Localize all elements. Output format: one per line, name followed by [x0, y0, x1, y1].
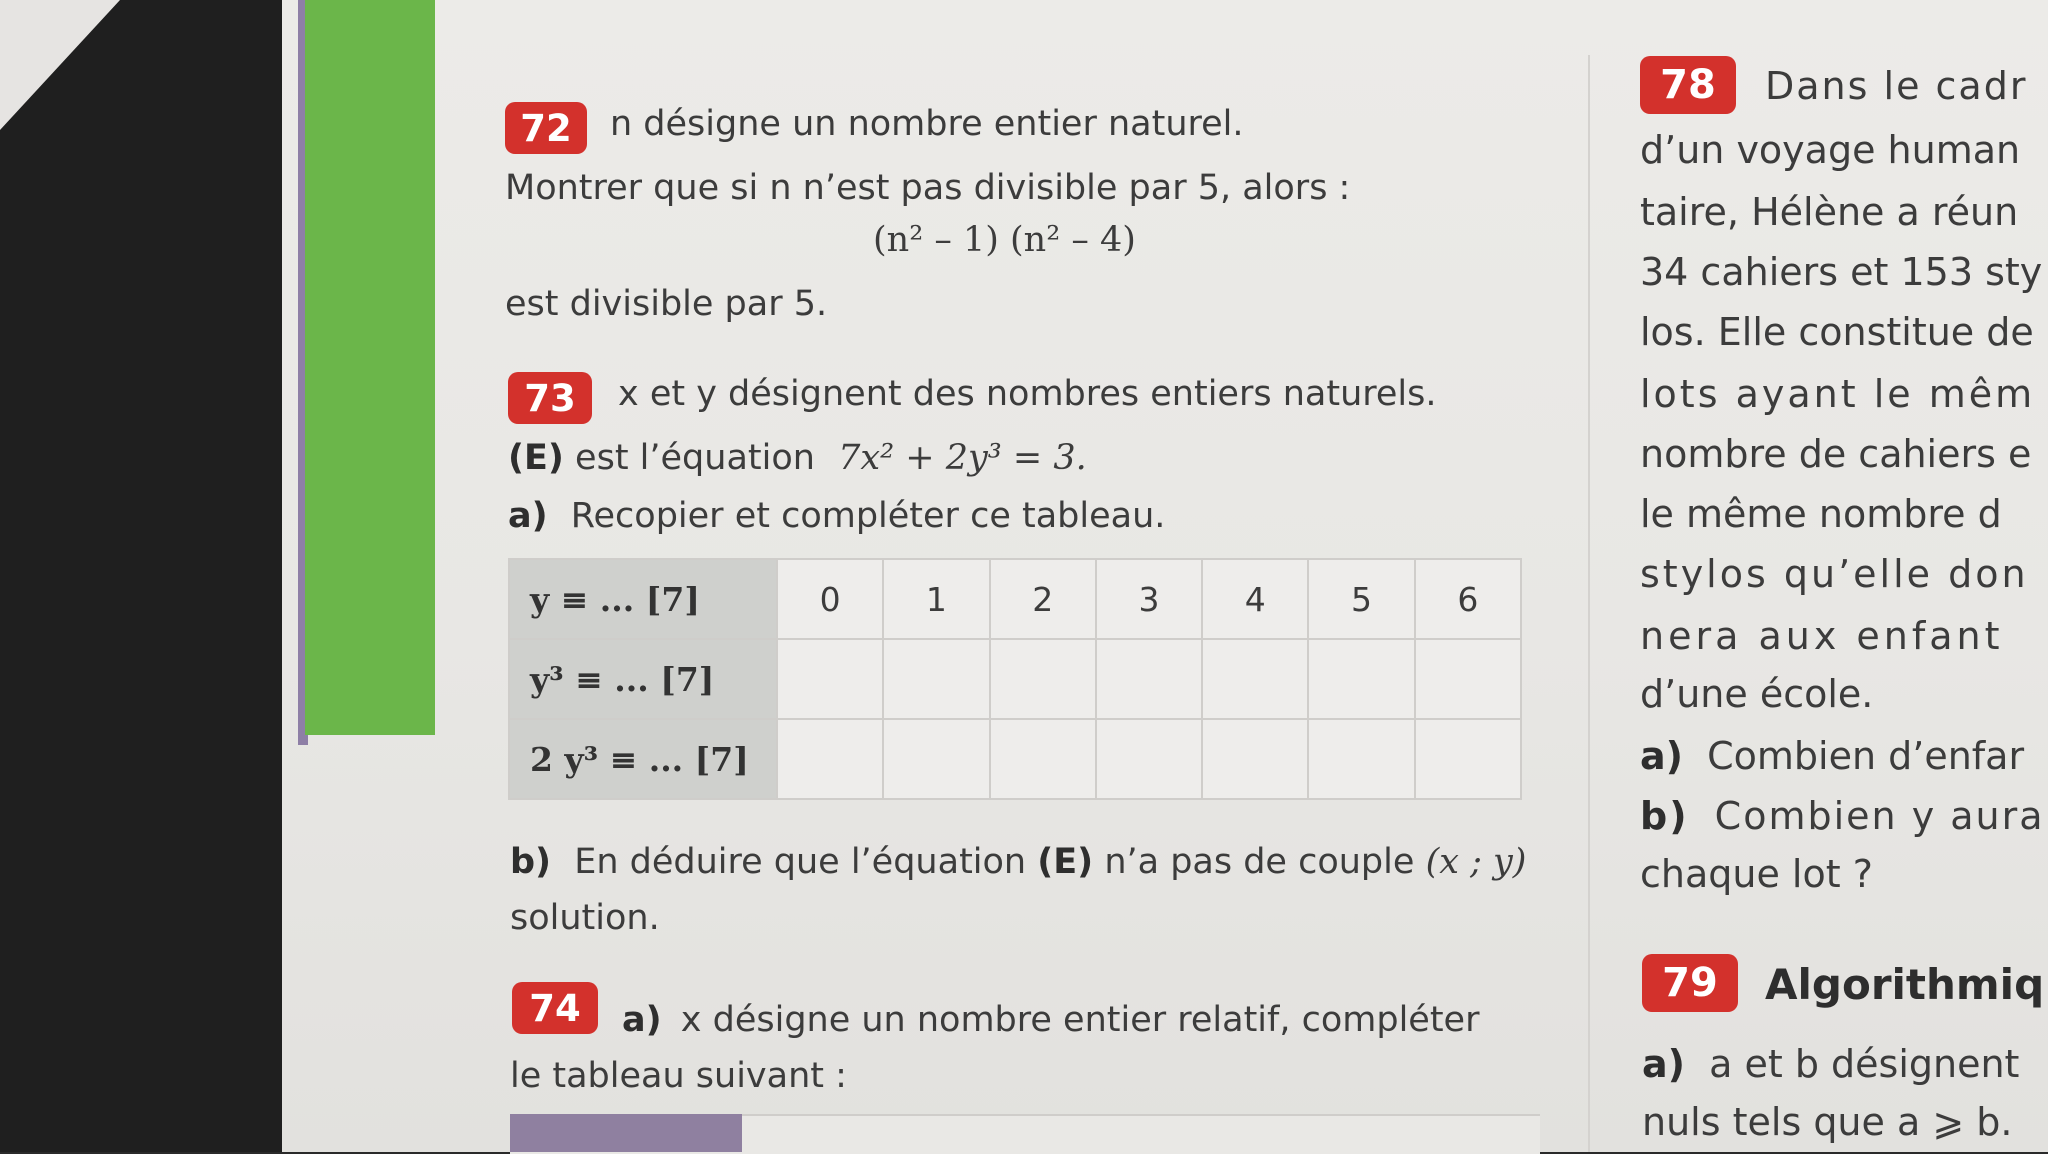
exercise-79-line2: nuls tels que a ⩾ b. [1642, 1100, 2013, 1144]
part-label: a) [622, 1000, 662, 1040]
exercise-number: 79 [1662, 960, 1718, 1006]
part-a-text: Recopier et compléter ce tableau. [570, 496, 1166, 536]
exercise-78-badge [1640, 56, 1736, 114]
row-header: y³ ≡ ... [7] [509, 639, 777, 719]
part-label: a) [1642, 1042, 1686, 1086]
exercise-78-line: d’un voyage human [1640, 128, 2021, 172]
equation-label: (E) [1037, 842, 1094, 882]
row-header: 2 y³ ≡ ... [7] [509, 719, 777, 799]
exercise-number: 72 [520, 106, 572, 150]
column-divider [1588, 55, 1590, 1152]
chapter-tab [305, 0, 435, 735]
equation-label: (E) [508, 438, 564, 478]
exercise-78-line: stylos qu’elle don [1640, 552, 2029, 596]
table-cell [777, 719, 883, 799]
part-label: b) [510, 842, 552, 882]
table-cell [990, 719, 1096, 799]
table-cell [1308, 719, 1414, 799]
exercise-74-part-a [622, 1000, 1479, 1040]
table-cell [1308, 639, 1414, 719]
table-cell [777, 639, 883, 719]
table-74-header-cell [510, 1114, 742, 1152]
desk-background [0, 0, 290, 1152]
exercise-72-badge [505, 102, 587, 154]
exercise-78-part-b [1640, 794, 2045, 838]
table-cell [1096, 719, 1202, 799]
exercise-number: 78 [1660, 62, 1716, 108]
table-row [509, 639, 1521, 719]
row-header: y ≡ ... [7] [509, 559, 777, 639]
table-cell [1415, 719, 1521, 799]
exercise-73-part-b [510, 842, 1526, 882]
exercise-number: 73 [524, 376, 576, 420]
exercise-73-part-b-end: solution. [510, 898, 660, 938]
exercise-78-part-b-end: chaque lot ? [1640, 852, 1873, 896]
table-row [509, 719, 1521, 799]
table-row [509, 559, 1521, 639]
equation-text: est l’équation [575, 438, 815, 478]
exercise-74-line2: le tableau suivant : [510, 1056, 847, 1096]
exercise-72-statement: Montrer que si n n’est pas divisible par 5, alors : [505, 168, 1351, 208]
column-header: 3 [1096, 559, 1202, 639]
part-label: b) [1640, 794, 1689, 838]
column-header: 1 [883, 559, 989, 639]
exercise-78-line: nombre de cahiers e [1640, 432, 2032, 476]
exercise-79-title: Algorithmiq [1765, 960, 2045, 1009]
table-cell [1202, 639, 1308, 719]
table-cell [883, 719, 989, 799]
table-cell [1096, 639, 1202, 719]
exercise-78-line: nera aux enfant [1640, 614, 2004, 658]
exercise-78-line: taire, Hélène a réun [1640, 190, 2019, 234]
exercise-78-line: los. Elle constitue de [1640, 310, 2034, 354]
exercise-73-badge [508, 372, 592, 424]
exercise-72-conclusion: est divisible par 5. [505, 284, 828, 324]
part-label: a) [508, 496, 548, 536]
exercise-74-badge [512, 982, 598, 1034]
exercise-78-line: le même nombre d [1640, 492, 2002, 536]
exercise-73-equation-line [508, 438, 1087, 478]
part-label: a) [1640, 734, 1684, 778]
exercise-number: 74 [529, 986, 581, 1030]
exercise-72-intro: n désigne un nombre entier naturel. [610, 104, 1244, 144]
exercise-78-line: d’une école. [1640, 672, 1874, 716]
part-b-text: Combien y aura [1714, 794, 2045, 838]
exercise-73-part-a [508, 496, 1165, 536]
couple: (x ; y) [1425, 842, 1527, 882]
exercise-73-intro: x et y désignent des nombres entiers naturels. [618, 374, 1437, 414]
column-header: 5 [1308, 559, 1414, 639]
part-a-text: x désigne un nombre entier relatif, compléter [680, 1000, 1480, 1040]
part-a-text: a et b désignent [1709, 1042, 2020, 1086]
table-cell [1202, 719, 1308, 799]
exercise-78-line: Dans le cadr [1765, 64, 2028, 108]
column-header: 4 [1202, 559, 1308, 639]
table-cell [1415, 639, 1521, 719]
column-header: 6 [1415, 559, 1521, 639]
exercise-79-part-a [1642, 1042, 2019, 1086]
part-b-text-2: n’a pas de couple [1104, 842, 1415, 882]
exercise-78-line: lots ayant le mêm [1640, 372, 2036, 416]
exercise-78-line: 34 cahiers et 153 sty [1640, 250, 2043, 294]
exercise-79-badge [1642, 954, 1738, 1012]
table-cell [883, 639, 989, 719]
part-b-text: En déduire que l’équation [574, 842, 1027, 882]
congruence-table [508, 558, 1522, 800]
column-header: 2 [990, 559, 1096, 639]
part-a-text: Combien d’enfar [1707, 734, 2025, 778]
table-cell [990, 639, 1096, 719]
equation: 7x² + 2y³ = 3. [838, 438, 1087, 478]
column-header: 0 [777, 559, 883, 639]
exercise-78-part-a [1640, 734, 2024, 778]
exercise-72-formula: (n² – 1) (n² – 4) [873, 220, 1136, 260]
